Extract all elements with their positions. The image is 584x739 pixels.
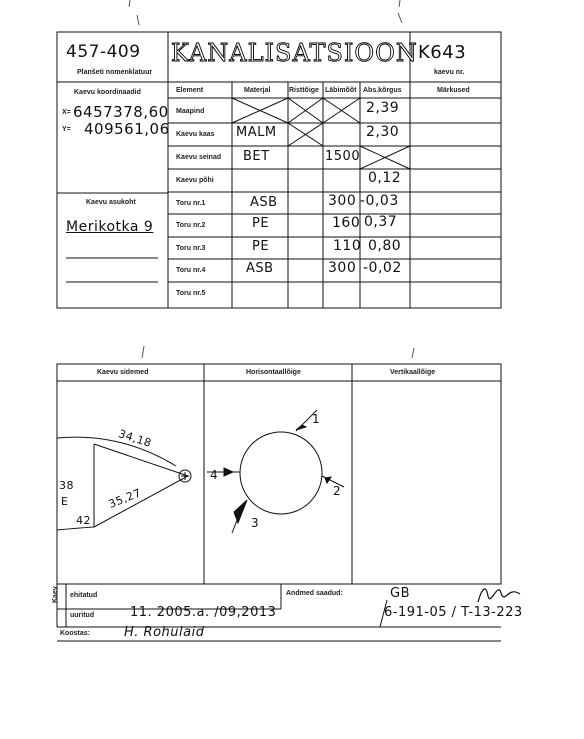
row-element: Toru nr.3 <box>176 245 206 252</box>
col-header-element: Element <box>176 87 204 94</box>
row-element: Toru nr.4 <box>176 267 206 274</box>
well-number-label: kaevu nr. <box>434 69 465 76</box>
location-value: Merikotka 9 <box>66 219 154 235</box>
col-header-material: Materjal <box>244 87 271 94</box>
row-diameter: 300 <box>328 193 357 209</box>
data-source-value: GB <box>390 586 410 601</box>
tie-distance-middle: 35,27 <box>106 486 144 511</box>
coord-x-value: 6457378,60 <box>73 103 169 121</box>
col-header-abs-height: Abs.kõrgus <box>363 87 402 94</box>
data-source-reference: 6-191-05 / T-13-223 <box>384 605 523 620</box>
section-label-horizontal: Horisontaallõige <box>246 369 301 376</box>
row-material: ASB <box>246 261 274 276</box>
tie-distance-top: 34,18 <box>116 427 154 450</box>
col-header-diameter: Läbimõõt <box>325 87 357 94</box>
row-element: Toru nr.2 <box>176 222 206 229</box>
tie-distance-left: 38 <box>59 479 74 492</box>
built-label: ehitatud <box>70 592 98 599</box>
col-header-notes: Märkused <box>437 87 470 94</box>
section-label-vertical: Vertikaallõige <box>390 369 436 376</box>
coord-y-value: 409561,06 <box>84 120 170 138</box>
row-material: PE <box>252 216 270 231</box>
coordinates-label: Kaevu koordinaadid <box>74 89 141 96</box>
row-diameter: 110 <box>333 238 362 254</box>
form-title: KANALISATSIOON <box>171 39 418 67</box>
row-abs-height: 0,12 <box>368 170 402 186</box>
pipe-label-1: 1 <box>312 412 321 426</box>
tie-distance-left-sub: E <box>61 495 69 508</box>
row-diameter: 300 <box>328 260 357 276</box>
compiled-by-value: H. Rohulaid <box>124 625 205 640</box>
row-element: Kaevu kaas <box>176 131 215 138</box>
row-element: Kaevu põhi <box>176 177 214 184</box>
pipe-label-3: 3 <box>251 516 260 530</box>
pipe-label-2: 2 <box>333 484 342 498</box>
row-abs-height: 0,80 <box>368 238 402 254</box>
row-material: BET <box>243 149 270 164</box>
coord-y-label: Y= <box>62 126 71 133</box>
row-material: PE <box>252 239 270 254</box>
row-material: MALM <box>236 125 277 140</box>
pipe-label-4: 4 <box>210 468 219 482</box>
row-abs-height: -0,03 <box>360 193 399 209</box>
row-element: Toru nr.1 <box>176 200 206 207</box>
row-element: Toru nr.5 <box>176 290 206 297</box>
row-diameter: 1500 <box>325 149 361 164</box>
location-label: Kaevu asukoht <box>86 199 136 206</box>
row-abs-height: 0,37 <box>364 214 398 230</box>
checked-value: 11. 2005.a. /09,2013 <box>130 605 277 620</box>
row-element: Kaevu seinad <box>176 154 222 161</box>
sheet-number: 457-409 <box>66 42 141 62</box>
row-diameter: 160 <box>332 215 361 231</box>
row-abs-height: -0,02 <box>363 260 402 276</box>
well-number: K643 <box>418 42 467 63</box>
row-abs-height: 2,39 <box>366 100 400 116</box>
footer-side-label: Kaev <box>52 586 59 603</box>
row-abs-height: 2,30 <box>366 124 400 140</box>
sheet-number-label: Planšeti nomenklatuur <box>77 69 153 76</box>
checked-label: uuritud <box>70 612 95 619</box>
compiled-by-label: Koostas: <box>60 630 90 637</box>
tie-distance-bottom: 42 <box>76 514 91 527</box>
coord-x-label: X= <box>62 109 71 116</box>
data-source-label: Andmed saadud: <box>286 590 343 597</box>
row-material: ASB <box>250 195 278 210</box>
row-element: Maapind <box>176 108 205 115</box>
section-label-ties: Kaevu sidemed <box>97 369 149 376</box>
col-header-cross-section: Risttõige <box>289 87 319 94</box>
